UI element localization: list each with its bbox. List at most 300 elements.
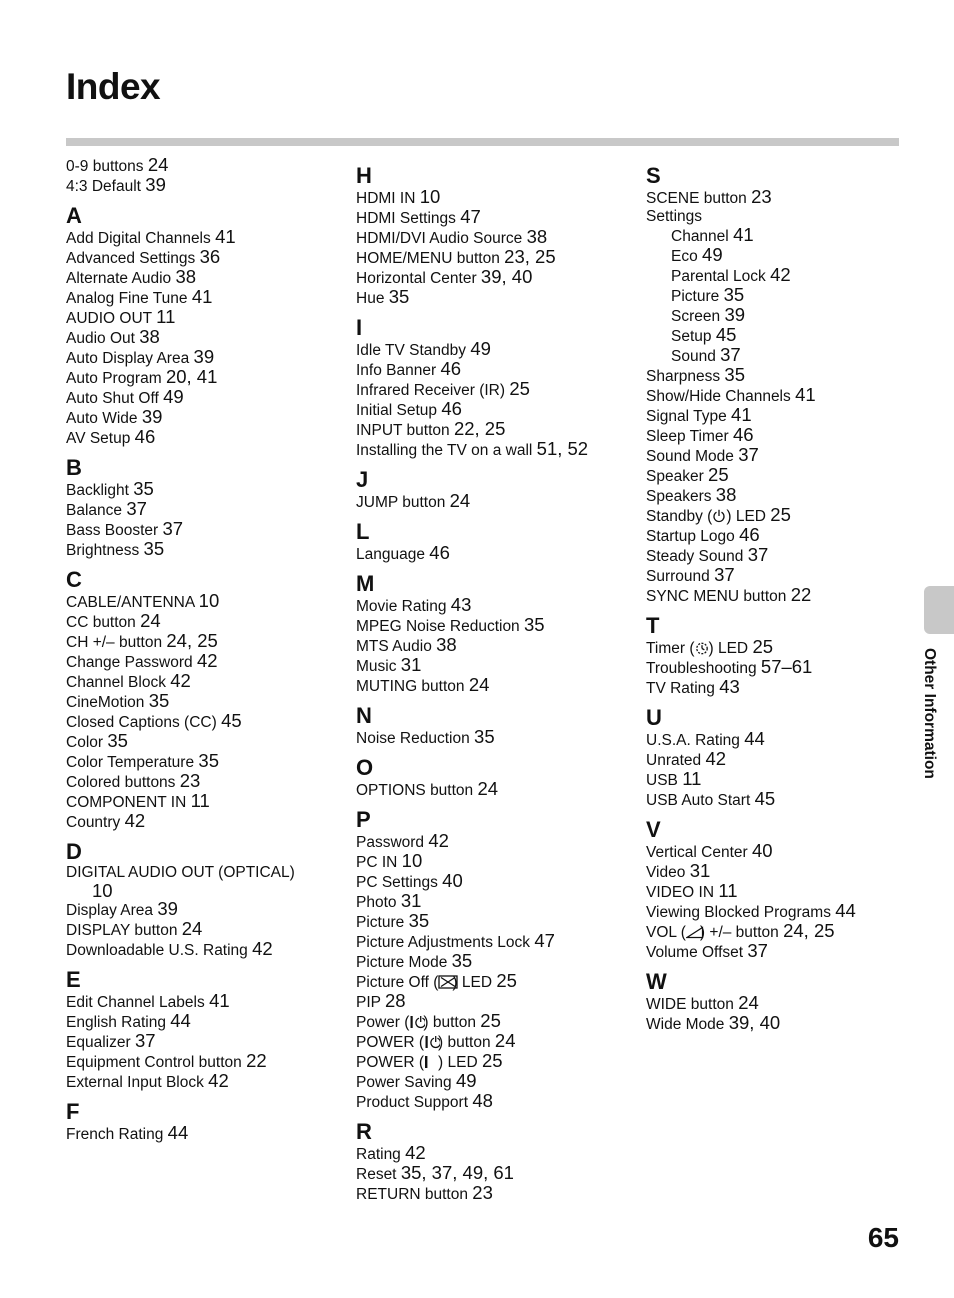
entry-term: WIDE button: [646, 996, 734, 1013]
section-letter: F: [66, 1099, 80, 1124]
index-entry: [646, 842, 926, 862]
entry-term: Channel: [671, 228, 729, 245]
entry-term: Setup: [671, 328, 712, 345]
index-entry: [646, 466, 926, 486]
index-entry: [66, 864, 346, 900]
page-reference: 39: [141, 406, 163, 427]
index-entry: [356, 832, 636, 852]
entry-term: PIP: [356, 994, 381, 1011]
index-entry: [66, 632, 346, 652]
index-entry: [646, 750, 926, 770]
index-entry: [66, 480, 346, 500]
page-reference: 39: [145, 174, 166, 195]
index-entry: [356, 1144, 636, 1164]
section-letter: M: [356, 571, 375, 596]
index-entry: [646, 226, 926, 246]
entry-term: Rating: [356, 1146, 401, 1163]
section-letter: N: [356, 703, 372, 728]
index-entry: [66, 592, 346, 612]
page-reference: 44: [170, 1010, 191, 1031]
index-group: [66, 156, 346, 196]
section-letter: R: [356, 1119, 372, 1144]
index-entry: [356, 728, 636, 748]
page-reference: 49: [163, 386, 184, 407]
index-entry: [66, 1032, 346, 1052]
entry-term: 0-9 buttons: [66, 158, 144, 175]
page-reference: 42: [170, 670, 191, 691]
page-reference: 41: [795, 384, 816, 405]
entry-term: Reset: [356, 1166, 397, 1183]
page-reference: 10: [401, 850, 423, 871]
index-entry: [356, 1012, 636, 1032]
index-entry: [646, 366, 926, 386]
page-reference: 37: [720, 344, 741, 365]
page-reference: 41: [733, 224, 754, 245]
index-entry: [646, 862, 926, 882]
page-reference: 35: [388, 286, 410, 307]
page-reference: 24: [181, 918, 203, 939]
entry-term: External Input Block: [66, 1074, 204, 1091]
index-entry: [66, 792, 346, 812]
index-entries: [356, 780, 636, 800]
index-entry: [66, 268, 346, 288]
page-reference: 22, 25: [453, 418, 506, 439]
page-reference: 35: [474, 726, 495, 747]
entry-term: Color: [66, 734, 104, 751]
page-reference: 45: [715, 324, 737, 345]
index-entry: [66, 712, 346, 732]
index-entry: [356, 1092, 636, 1112]
page-reference: 46: [134, 426, 156, 447]
index-entries: [356, 596, 636, 696]
section-letter: W: [646, 969, 667, 994]
index-group: [66, 567, 346, 832]
entry-term: Sound: [671, 348, 716, 365]
entry-term-suffix: ) LED: [726, 508, 766, 525]
picture-off-icon: [438, 975, 452, 989]
index-entry: [66, 900, 346, 920]
index-entry: [356, 596, 636, 616]
index-entry: [646, 994, 926, 1014]
index-entry: [646, 922, 926, 942]
index-entry: [646, 902, 926, 922]
page-reference: 39: [724, 304, 746, 325]
page-reference: 10: [419, 186, 441, 207]
index-entries: [66, 156, 346, 196]
entry-term: Language: [356, 546, 425, 563]
page-reference: 46: [739, 524, 760, 545]
index-entry: [66, 1124, 346, 1144]
entry-term: Auto Program: [66, 370, 162, 387]
index-entry: [356, 248, 636, 268]
entry-term: Startup Logo: [646, 528, 735, 545]
index-entry: [646, 566, 926, 586]
entry-term: Picture Off (: [356, 974, 439, 991]
index-entries: [646, 994, 926, 1034]
entry-term: Settings: [646, 208, 703, 225]
index-entry: [66, 368, 346, 388]
page-reference: 42: [770, 264, 791, 285]
page-reference: 24, 25: [783, 920, 835, 941]
index-entry: [356, 952, 636, 972]
entry-term: Volume Offset: [646, 944, 744, 961]
page-reference: 35: [143, 538, 165, 559]
page-reference: 37: [134, 1030, 156, 1051]
power-on-icon: [424, 1055, 438, 1069]
page-reference: 47: [460, 206, 481, 227]
entry-term: Eco: [671, 248, 698, 265]
index-entry: [356, 676, 636, 696]
index-entries: [66, 992, 346, 1092]
entry-term: Backlight: [66, 482, 129, 499]
entry-term: Standby (: [646, 508, 713, 525]
index-group: [356, 163, 636, 308]
index-entry: [66, 752, 346, 772]
page-reference: 10: [92, 880, 113, 901]
page-reference: 39, 40: [480, 266, 533, 287]
section-letter: C: [66, 567, 82, 592]
index-entries: [356, 1144, 636, 1204]
page-reference: 11: [190, 790, 210, 811]
entry-term: Advanced Settings: [66, 250, 196, 267]
section-letter: S: [646, 163, 661, 188]
page-reference: 35: [198, 750, 219, 771]
entry-term: HDMI IN: [356, 190, 416, 207]
entry-term: INPUT button: [356, 422, 450, 439]
index-entry: [356, 616, 636, 636]
entry-term: Power Saving: [356, 1074, 452, 1091]
section-letter: D: [66, 839, 82, 864]
page-reference: 42: [405, 1142, 426, 1163]
index-entry: [66, 1072, 346, 1092]
section-letter: E: [66, 967, 81, 992]
section-letter: J: [356, 467, 369, 492]
index-entry: [356, 892, 636, 912]
page-reference: 25: [770, 504, 791, 525]
entry-term-suffix: ) LED: [438, 1054, 478, 1071]
index-entry: [356, 440, 636, 460]
entry-term: VOL (: [646, 924, 686, 941]
index-entry: [66, 288, 346, 308]
entry-term: USB Auto Start: [646, 792, 751, 809]
entry-term-suffix: ) +/– button: [699, 924, 779, 941]
page-reference: 42: [196, 650, 218, 671]
entry-term: MTS Audio: [356, 638, 432, 655]
section-letter: I: [356, 315, 363, 340]
entry-term: Add Digital Channels: [66, 230, 211, 247]
entry-term: HDMI Settings: [356, 210, 456, 227]
page-reference: 11: [718, 880, 738, 901]
index-entry: [646, 678, 926, 698]
page-reference: 41: [731, 404, 752, 425]
entry-term: Brightness: [66, 542, 140, 559]
page-reference: 23: [751, 186, 772, 207]
entry-term: Auto Wide: [66, 410, 138, 427]
index-entry: [66, 156, 346, 176]
index-entries: [356, 492, 636, 512]
entry-term: DIGITAL AUDIO OUT (OPTICAL): [66, 864, 295, 881]
index-group: [646, 969, 926, 1034]
page-reference: 35: [133, 478, 154, 499]
index-entry: [356, 912, 636, 932]
entry-term: Troubleshooting: [646, 660, 757, 677]
entry-term: Equipment Control button: [66, 1054, 242, 1071]
page-reference: 46: [429, 542, 450, 563]
page-reference: 41: [191, 286, 213, 307]
entry-term: Initial Setup: [356, 402, 437, 419]
index-entries: [646, 730, 926, 810]
entry-term: CABLE/ANTENNA: [66, 594, 195, 611]
section-letter: L: [356, 519, 370, 544]
page-reference: 22: [246, 1050, 267, 1071]
index-group: [66, 203, 346, 448]
index-entry: [646, 506, 926, 526]
index-entry: [646, 208, 926, 226]
section-letter: T: [646, 613, 660, 638]
index-entry: [66, 228, 346, 248]
page-reference: 24: [468, 674, 490, 695]
entry-term: OPTIONS button: [356, 782, 474, 799]
entry-term: Closed Captions (CC): [66, 714, 217, 731]
page-reference: 24: [449, 490, 471, 511]
index-group: [646, 705, 926, 810]
entry-term: Sound Mode: [646, 448, 734, 465]
index-entry: [66, 388, 346, 408]
index-entries: [66, 480, 346, 560]
page-reference: 36: [199, 246, 221, 267]
entry-term: Edit Channel Labels: [66, 994, 205, 1011]
index-entry: [646, 526, 926, 546]
entry-term-suffix: ) LED: [452, 974, 493, 991]
index-column-1: [66, 156, 346, 1144]
entry-term: Audio Out: [66, 330, 135, 347]
entry-term: RETURN button: [356, 1186, 468, 1203]
page-reference: 37: [747, 544, 769, 565]
entry-term: PC Settings: [356, 874, 438, 891]
entry-term: Video: [646, 864, 686, 881]
standby-icon: [712, 509, 726, 523]
page-reference: 35: [724, 364, 745, 385]
page-reference: 40: [442, 870, 463, 891]
page-reference: 44: [744, 728, 765, 749]
index-entry: [356, 400, 636, 420]
entry-term: Steady Sound: [646, 548, 744, 565]
entry-term: MUTING button: [356, 678, 465, 695]
entry-term: HDMI/DVI Audio Source: [356, 230, 523, 247]
page-reference: 39: [193, 346, 215, 367]
page-reference: 22: [790, 584, 812, 605]
section-tab-label: Other Information: [921, 648, 938, 779]
index-entry: [646, 790, 926, 810]
entry-term: 4:3 Default: [66, 178, 141, 195]
entry-term: Equalizer: [66, 1034, 131, 1051]
index-entry: [646, 1014, 926, 1034]
entry-term: Colored buttons: [66, 774, 176, 791]
entry-term: Installing the TV on a wall: [356, 442, 533, 459]
entry-term-suffix: ) LED: [708, 640, 749, 657]
entry-term: Balance: [66, 502, 123, 519]
index-entry: [356, 780, 636, 800]
page-reference: 25: [496, 970, 517, 991]
entry-term: CH +/– button: [66, 634, 163, 651]
page-reference: 44: [167, 1122, 189, 1143]
page-reference: 49: [702, 244, 723, 265]
index-entries: [356, 340, 636, 460]
index-entry: [66, 812, 346, 832]
index-entries: [66, 228, 346, 448]
index-entry: [66, 328, 346, 348]
entry-term: POWER (: [356, 1034, 425, 1051]
entry-term: COMPONENT IN: [66, 794, 187, 811]
page-reference: 31: [689, 860, 711, 881]
entry-term: Password: [356, 834, 425, 851]
section-tab: [924, 586, 954, 634]
page-reference: 24: [147, 154, 169, 175]
entry-term: U.S.A. Rating: [646, 732, 740, 749]
index-column-3: [646, 156, 926, 1034]
page-reference: 43: [450, 594, 472, 615]
entry-term: SCENE button: [646, 190, 747, 207]
index-entry: [66, 176, 346, 196]
entry-term: JUMP button: [356, 494, 446, 511]
page-reference: 39: [157, 898, 178, 919]
page-reference: 57–61: [760, 656, 813, 677]
page-reference: 35: [107, 730, 128, 751]
index-entry: [646, 882, 926, 902]
page-reference: 39, 40: [728, 1012, 781, 1033]
index-entry: [66, 772, 346, 792]
index-entry: [66, 652, 346, 672]
entry-term: Picture Adjustments Lock: [356, 934, 531, 951]
index-entry: [646, 346, 926, 366]
index-group: [356, 315, 636, 460]
page-reference: 31: [400, 890, 422, 911]
page-reference: 11: [156, 306, 176, 327]
entry-term-suffix: ) button: [423, 1014, 476, 1031]
entry-term: Analog Fine Tune: [66, 290, 188, 307]
index-group: [356, 519, 636, 564]
entry-term: HOME/MENU button: [356, 250, 500, 267]
index-entry: [646, 426, 926, 446]
index-entry: [646, 266, 926, 286]
entry-term: Parental Lock: [671, 268, 766, 285]
entry-term: Info Banner: [356, 362, 437, 379]
index-entry: [66, 612, 346, 632]
entry-term: MPEG Noise Reduction: [356, 618, 520, 635]
index-entry: [66, 248, 346, 268]
index-entry: [356, 656, 636, 676]
entry-term: Color Temperature: [66, 754, 195, 771]
index-entry: [356, 1164, 636, 1184]
index-entry: [356, 360, 636, 380]
section-letter: B: [66, 455, 82, 480]
index-entries: [66, 864, 346, 960]
index-entry: [646, 486, 926, 506]
volume-icon: [686, 925, 700, 939]
index-entry: [66, 540, 346, 560]
entry-term: Channel Block: [66, 674, 166, 691]
index-entry: [356, 872, 636, 892]
index-entry: [356, 1052, 636, 1072]
page-reference: 23: [179, 770, 201, 791]
entry-term-suffix: ) button: [438, 1034, 491, 1051]
entry-term: Alternate Audio: [66, 270, 172, 287]
index-entry: [646, 306, 926, 326]
index-group: [646, 163, 926, 606]
index-entry: [646, 546, 926, 566]
entry-term: CC button: [66, 614, 136, 631]
index-entry: [646, 730, 926, 750]
index-entries: [356, 544, 636, 564]
page-reference: 25: [481, 1050, 503, 1071]
entry-term: Surround: [646, 568, 710, 585]
entry-term: Sharpness: [646, 368, 721, 385]
page-reference: 35: [524, 614, 545, 635]
page-reference: 37: [126, 498, 147, 519]
page-reference: 49: [455, 1070, 477, 1091]
index-entry: [646, 770, 926, 790]
page-reference: 45: [221, 710, 242, 731]
entry-term: VIDEO IN: [646, 884, 715, 901]
entry-term: Product Support: [356, 1094, 469, 1111]
entry-term: CineMotion: [66, 694, 145, 711]
entry-term: Sleep Timer: [646, 428, 729, 445]
index-entry: [646, 188, 926, 208]
page-reference: 42: [705, 748, 727, 769]
index-entry: [66, 1052, 346, 1072]
page-reference: 23, 25: [504, 246, 556, 267]
entry-term: SYNC MENU button: [646, 588, 787, 605]
index-entries: [66, 592, 346, 832]
index-entry: [66, 408, 346, 428]
page-reference: 31: [400, 654, 422, 675]
entry-term: Change Password: [66, 654, 193, 671]
entry-term: Timer (: [646, 640, 695, 657]
index-group: [66, 839, 346, 960]
page-reference: 38: [175, 266, 197, 287]
entry-term: POWER (: [356, 1054, 425, 1071]
index-entry: [356, 228, 636, 248]
index-entry: [356, 992, 636, 1012]
page-reference: 25: [708, 464, 729, 485]
entry-term: French Rating: [66, 1126, 164, 1143]
page-reference: 46: [441, 398, 462, 419]
page-reference: 23: [472, 1182, 493, 1203]
entry-term: Show/Hide Channels: [646, 388, 791, 405]
index-group: [646, 613, 926, 698]
index-group: [356, 571, 636, 696]
entry-term: Idle TV Standby: [356, 342, 467, 359]
page-reference: 46: [733, 424, 754, 445]
index-group: [356, 807, 636, 1112]
index-entry: [66, 348, 346, 368]
entry-term: Bass Booster: [66, 522, 159, 539]
index-entry: [356, 1032, 636, 1052]
section-letter: U: [646, 705, 662, 730]
index-entry: [646, 446, 926, 466]
entry-term: USB: [646, 772, 678, 789]
index-entry: [66, 500, 346, 520]
page-reference: 37: [747, 940, 768, 961]
entry-term: Display Area: [66, 902, 154, 919]
page-reference: 42: [124, 810, 146, 831]
page-reference: 46: [440, 358, 462, 379]
title-divider: [66, 138, 899, 146]
page-reference: 25: [480, 1010, 501, 1031]
entry-term: Screen: [671, 308, 721, 325]
index-entries: [356, 832, 636, 1112]
page-reference: 45: [754, 788, 776, 809]
